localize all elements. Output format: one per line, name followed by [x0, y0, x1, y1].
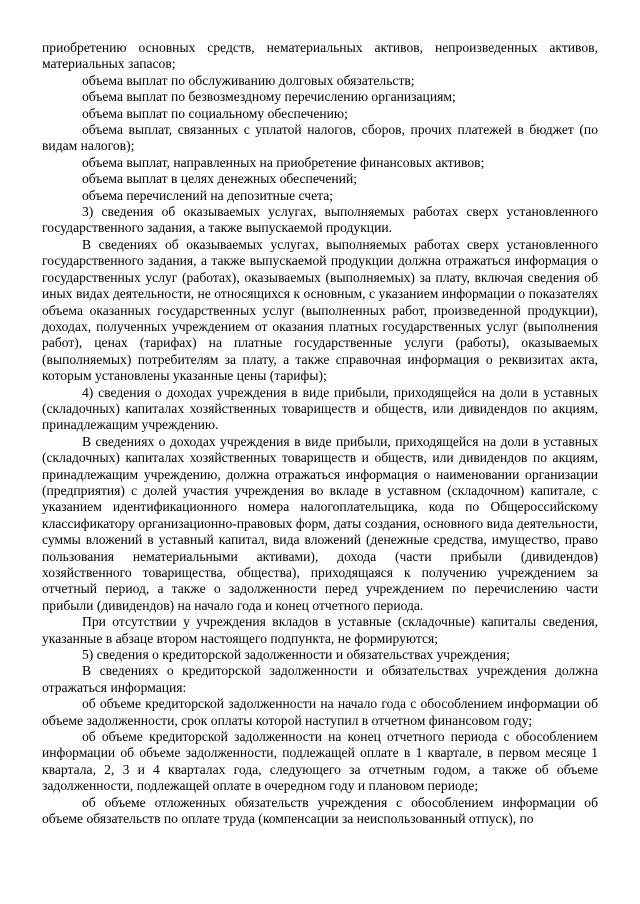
paragraph: При отсутствии у учреждения вкладов в уставные (складочные) капиталы сведения, указанные в абзаце втором настоящего подпункта, не формируются; — [42, 614, 598, 646]
paragraph: объема перечислений на депозитные счета; — [82, 187, 334, 203]
paragraph: объема выплат в целях денежных обеспечений; — [82, 171, 358, 187]
paragraph: 5) сведения о кредиторской задолженности и обязательствах учреждения; — [82, 647, 510, 663]
paragraph: 3) сведения об оказываемых услугах, выполняемых работах сверх установленного государственного задания, а также выпускаемой продукции. — [42, 204, 598, 236]
paragraph: объема выплат по социальному обеспечению; — [82, 105, 348, 121]
paragraph: объема выплат по безвозмездному перечислению организациям; — [82, 89, 456, 105]
paragraph: объема выплат, связанных с уплатой налогов, сборов, прочих платежей в бюджет (по видам налогов); — [42, 122, 598, 154]
paragraph: 4) сведения о доходах учреждения в виде прибыли, приходящейся на доли в уставных (складочных) капиталах хозяйственных товариществ и обществ, или дивидендов по акциям, принадлежащим учреждению. — [42, 384, 598, 433]
paragraph: В сведениях о доходах учреждения в виде прибыли, приходящейся на доли в уставных (складочных) капиталах хозяйственных товариществ и обществ, или дивидендов по акциям, принадлежащим учреждению, должна отражаться информация о наименовании организации (предприятия) с долей участия учреждения во вкладе в уставном (складочном) капитале, с указанием идентификационного номера налогоплательщика, кода по Общероссийскому классификатору организационно-правовых форм, даты создания, основного вида деятельности, суммы вложений в уставный капитал, вида вложений (денежные средства, имущество, право пользования нематериальными активами), дохода (части прибыли (дивидендов) хозяйственного товарищества, общества), приходящаяся к получению учреждением за отчетный период, а также о задолженности перед учреждением по перечислению части прибыли (дивидендов) на начало года и конец отчетного периода. — [42, 433, 598, 613]
paragraph: об объеме кредиторской задолженности на конец отчетного периода с обособлением информации об объеме задолженности, подлежащей оплате в 1 квартале, в первом месяце 1 квартала, 2, 3 и 4 кварталах года, следующего за отчетным годом, а также об объеме задолженности, подлежащей оплате в очередном году и плановом периоде; — [42, 729, 598, 794]
paragraph: В сведениях о кредиторской задолженности и обязательствах учреждения должна отражаться информация: — [42, 663, 598, 695]
paragraph: объема выплат по обслуживанию долговых обязательств; — [82, 72, 415, 88]
paragraph: объема выплат, направленных на приобретение финансовых активов; — [82, 154, 485, 170]
paragraph: В сведениях об оказываемых услугах, выполняемых работах сверх установленного государственного задания, а также выпускаемой продукции должна отражаться информация о государственных услуг (работах), оказываемых (выполняемых) за плату, включая сведения об иных видах деятельности, не относящихся к основным, с указанием информации о показателях объема оказанных государственных услуг (выполненных работ, произведенной продукции), доходах, полученных учреждением от оказания платных государственных услуг (выполнения работ), ценах (тарифах) на платные государственные услуги (работы), оказываемых (выполняемых) потребителям за плату, а также справочная информация о реквизитах акта, которым установлены указанные цены (тарифы); — [42, 236, 598, 384]
paragraph: об объеме отложенных обязательств учреждения с обособлением информации об объеме обязательств по оплате труда (компенсации за неиспользованный отпуск), по — [42, 794, 598, 827]
document-page — [42, 40, 598, 828]
paragraph: приобретению основных средств, нематериальных активов, непроизведенных активов, материальных запасов; — [42, 40, 598, 72]
paragraph: об объеме кредиторской задолженности на начало года с обособлением информации об объеме задолженности, срок оплаты которой наступил в отчетном финансовом году; — [42, 696, 598, 728]
